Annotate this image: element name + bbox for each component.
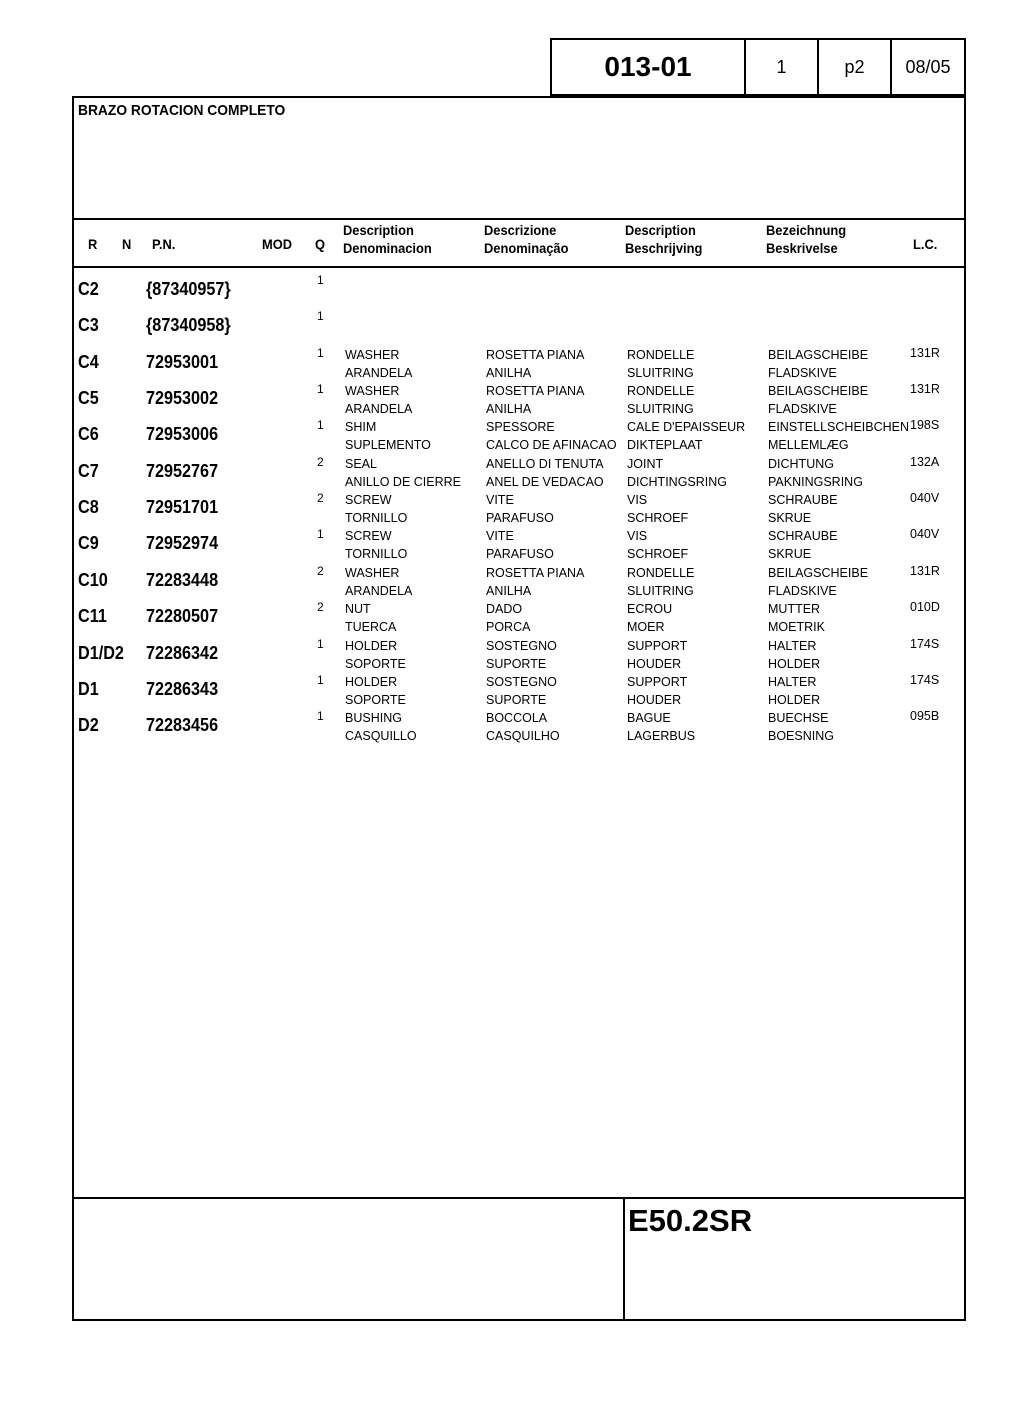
table-row bbox=[0, 600, 1024, 636]
desc-nl: HOUDER bbox=[627, 692, 682, 707]
part-ref: C11 bbox=[78, 606, 107, 627]
part-quantity: 1 bbox=[317, 709, 324, 724]
page-box bbox=[819, 38, 892, 96]
part-ref: C2 bbox=[78, 279, 99, 299]
part-number: 72280507 bbox=[146, 606, 219, 627]
table-row bbox=[0, 491, 1024, 527]
desc-en: SCREW bbox=[345, 529, 392, 544]
desc-da: MELLEMLÆG bbox=[768, 438, 849, 453]
part-ref: C3 bbox=[78, 315, 99, 336]
part-quantity: 1 bbox=[317, 636, 324, 651]
footer-top-rule bbox=[72, 1197, 966, 1199]
part-lc: 131R bbox=[910, 382, 940, 397]
desc-en: WASHER bbox=[345, 347, 400, 362]
desc-it: ROSETTA PIANA bbox=[486, 347, 585, 362]
desc-de: SCHRAUBE bbox=[768, 493, 838, 508]
col-desc-fr: Description bbox=[625, 222, 696, 238]
desc-nl: SLUITRING bbox=[627, 402, 694, 417]
desc-nl: SCHROEF bbox=[627, 547, 689, 562]
sheet-number: 1 bbox=[776, 56, 787, 77]
col-desc-es: Denominacion bbox=[343, 240, 432, 256]
column-header-bottom-rule bbox=[72, 266, 966, 268]
machine-model: E50.2SR bbox=[628, 1203, 753, 1238]
desc-es: ARANDELA bbox=[345, 583, 413, 598]
part-number: 72953002 bbox=[146, 388, 219, 409]
desc-fr: VIS bbox=[627, 529, 648, 544]
col-pn: P.N. bbox=[152, 236, 176, 252]
desc-da: SKRUE bbox=[768, 547, 812, 562]
desc-pt: PARAFUSO bbox=[486, 511, 554, 526]
part-lc: 174S bbox=[910, 672, 940, 687]
col-desc-en: Description bbox=[343, 222, 414, 238]
part-ref: D2 bbox=[78, 715, 99, 736]
part-lc: 132A bbox=[910, 454, 940, 469]
desc-de: BUECHSE bbox=[768, 711, 829, 726]
desc-es: SOPORTE bbox=[345, 656, 406, 671]
part-ref: C5 bbox=[78, 388, 99, 409]
table-row bbox=[0, 673, 1024, 709]
desc-fr: SUPPORT bbox=[627, 638, 688, 653]
part-lc: 040V bbox=[910, 491, 940, 506]
part-ref: C7 bbox=[78, 460, 99, 481]
desc-es: TORNILLO bbox=[345, 511, 408, 526]
desc-pt: PORCA bbox=[486, 620, 531, 635]
desc-es: ARANDELA bbox=[345, 402, 413, 417]
desc-en: BUSHING bbox=[345, 711, 402, 726]
col-desc-de: Bezeichnung bbox=[766, 222, 847, 238]
part-quantity: 1 bbox=[317, 527, 324, 542]
desc-da: MOETRIK bbox=[768, 620, 825, 635]
desc-en: WASHER bbox=[345, 565, 400, 580]
desc-da: HOLDER bbox=[768, 656, 821, 671]
part-quantity: 2 bbox=[317, 491, 324, 506]
page-code-box bbox=[550, 38, 746, 96]
page-number: p2 bbox=[844, 56, 865, 77]
desc-da: SKRUE bbox=[768, 511, 812, 526]
col-n: N bbox=[122, 236, 132, 252]
desc-de: BEILAGSCHEIBE bbox=[768, 384, 869, 399]
desc-it: SOSTEGNO bbox=[486, 674, 557, 689]
desc-it: VITE bbox=[486, 493, 514, 508]
part-number: {87340957} bbox=[146, 279, 231, 299]
part-ref: D1 bbox=[78, 678, 99, 699]
desc-pt: SUPORTE bbox=[486, 692, 547, 707]
desc-it: VITE bbox=[486, 529, 514, 544]
part-quantity: 1 bbox=[317, 273, 324, 287]
desc-fr: BAGUE bbox=[627, 711, 671, 726]
part-number: {87340958} bbox=[146, 315, 231, 336]
table-row bbox=[0, 527, 1024, 563]
desc-it: BOCCOLA bbox=[486, 711, 548, 726]
desc-pt: ANILHA bbox=[486, 365, 532, 380]
part-lc: 198S bbox=[910, 418, 940, 433]
col-desc-it: Descrizione bbox=[484, 222, 557, 238]
desc-es: SOPORTE bbox=[345, 692, 406, 707]
desc-nl: SCHROEF bbox=[627, 511, 689, 526]
col-desc-pt: Denominação bbox=[484, 240, 569, 256]
col-desc-nl: Beschrijving bbox=[625, 240, 703, 256]
revision-date: 08/05 bbox=[905, 56, 951, 77]
desc-nl: HOUDER bbox=[627, 656, 682, 671]
desc-it: SPESSORE bbox=[486, 420, 555, 435]
part-ref: C10 bbox=[78, 569, 108, 590]
desc-es: TORNILLO bbox=[345, 547, 408, 562]
part-ref: C4 bbox=[78, 351, 99, 372]
table-row bbox=[0, 455, 1024, 491]
table-row bbox=[0, 309, 1024, 345]
col-mod: MOD bbox=[262, 236, 293, 252]
desc-de: SCHRAUBE bbox=[768, 529, 838, 544]
part-lc: 174S bbox=[910, 636, 940, 651]
desc-fr: JOINT bbox=[627, 456, 664, 471]
part-lc: 131R bbox=[910, 563, 940, 578]
desc-nl: LAGERBUS bbox=[627, 729, 696, 744]
desc-fr: RONDELLE bbox=[627, 384, 695, 399]
table-row bbox=[0, 564, 1024, 600]
desc-de: MUTTER bbox=[768, 602, 821, 617]
part-quantity: 1 bbox=[317, 345, 324, 360]
desc-en: WASHER bbox=[345, 384, 400, 399]
title-top-rule bbox=[72, 96, 966, 98]
part-number: 72953006 bbox=[146, 424, 219, 445]
table-row bbox=[0, 346, 1024, 382]
desc-da: BOESNING bbox=[768, 729, 834, 744]
desc-pt: CALCO DE AFINACAO bbox=[486, 438, 617, 453]
part-number: 72953001 bbox=[146, 351, 219, 372]
desc-pt: SUPORTE bbox=[486, 656, 547, 671]
table-row bbox=[0, 382, 1024, 418]
desc-en: HOLDER bbox=[345, 674, 398, 689]
desc-de: BEILAGSCHEIBE bbox=[768, 347, 869, 362]
desc-it: SOSTEGNO bbox=[486, 638, 557, 653]
desc-de: HALTER bbox=[768, 674, 817, 689]
part-lc: 131R bbox=[910, 345, 940, 360]
part-lc: 040V bbox=[910, 527, 940, 542]
part-quantity: 2 bbox=[317, 600, 324, 615]
footer-divider bbox=[623, 1198, 625, 1320]
desc-es: ARANDELA bbox=[345, 365, 413, 380]
part-ref: C8 bbox=[78, 497, 99, 518]
part-ref: C9 bbox=[78, 533, 99, 554]
table-row bbox=[0, 273, 1024, 309]
part-number: 72286342 bbox=[146, 642, 219, 663]
table-row bbox=[0, 418, 1024, 454]
desc-fr: CALE D'EPAISSEUR bbox=[627, 420, 746, 435]
desc-nl: SLUITRING bbox=[627, 583, 694, 598]
col-lc: L.C. bbox=[913, 236, 938, 252]
desc-pt: CASQUILHO bbox=[486, 729, 560, 744]
table-row bbox=[0, 637, 1024, 673]
desc-de: HALTER bbox=[768, 638, 817, 653]
desc-nl: SLUITRING bbox=[627, 365, 694, 380]
desc-en: SHIM bbox=[345, 420, 377, 435]
part-lc: 095B bbox=[910, 709, 940, 724]
col-r: R bbox=[88, 236, 98, 252]
part-quantity: 2 bbox=[317, 563, 324, 578]
desc-it: ANELLO DI TENUTA bbox=[486, 456, 604, 471]
desc-es: SUPLEMENTO bbox=[345, 438, 431, 453]
desc-es: ANILLO DE CIERRE bbox=[345, 474, 462, 489]
desc-it: DADO bbox=[486, 602, 523, 617]
col-desc-da: Beskrivelse bbox=[766, 240, 838, 256]
desc-it: ROSETTA PIANA bbox=[486, 384, 585, 399]
column-header-top-rule bbox=[72, 218, 966, 220]
desc-es: TUERCA bbox=[345, 620, 397, 635]
part-number: 72283448 bbox=[146, 569, 219, 590]
desc-de: DICHTUNG bbox=[768, 456, 834, 471]
part-ref: D1/D2 bbox=[78, 642, 124, 663]
desc-fr: RONDELLE bbox=[627, 565, 695, 580]
desc-en: HOLDER bbox=[345, 638, 398, 653]
desc-nl: DICHTINGSRING bbox=[627, 474, 727, 489]
page-title: BRAZO ROTACION COMPLETO bbox=[78, 102, 286, 119]
desc-nl: DIKTEPLAAT bbox=[627, 438, 703, 453]
desc-en: NUT bbox=[345, 602, 371, 617]
page-code: 013-01 bbox=[604, 51, 692, 82]
desc-de: EINSTELLSCHEIBCHEN bbox=[768, 420, 910, 435]
table-row bbox=[0, 709, 1024, 745]
desc-nl: MOER bbox=[627, 620, 665, 635]
part-number: 72952767 bbox=[146, 460, 219, 481]
desc-pt: PARAFUSO bbox=[486, 547, 554, 562]
desc-da: FLADSKIVE bbox=[768, 583, 837, 598]
desc-pt: ANEL DE VEDACAO bbox=[486, 474, 604, 489]
part-number: 72283456 bbox=[146, 715, 219, 736]
part-quantity: 1 bbox=[317, 309, 324, 324]
desc-fr: SUPPORT bbox=[627, 674, 688, 689]
sheet-box bbox=[746, 38, 819, 96]
desc-da: PAKNINGSRING bbox=[768, 474, 863, 489]
desc-en: SCREW bbox=[345, 493, 392, 508]
desc-pt: ANILHA bbox=[486, 402, 532, 417]
part-quantity: 1 bbox=[317, 418, 324, 433]
desc-pt: ANILHA bbox=[486, 583, 532, 598]
desc-da: HOLDER bbox=[768, 692, 821, 707]
part-quantity: 2 bbox=[317, 454, 324, 469]
date-box bbox=[892, 38, 966, 96]
desc-da: FLADSKIVE bbox=[768, 365, 837, 380]
desc-da: FLADSKIVE bbox=[768, 402, 837, 417]
desc-fr: RONDELLE bbox=[627, 347, 695, 362]
part-number: 72286343 bbox=[146, 678, 219, 699]
desc-en: SEAL bbox=[345, 456, 377, 471]
desc-it: ROSETTA PIANA bbox=[486, 565, 585, 580]
part-number: 72952974 bbox=[146, 533, 219, 554]
part-ref: C6 bbox=[78, 424, 99, 445]
desc-de: BEILAGSCHEIBE bbox=[768, 565, 869, 580]
part-quantity: 1 bbox=[317, 382, 324, 397]
part-quantity: 1 bbox=[317, 672, 324, 687]
desc-es: CASQUILLO bbox=[345, 729, 417, 744]
desc-fr: ECROU bbox=[627, 602, 673, 617]
part-number: 72951701 bbox=[146, 497, 219, 518]
desc-fr: VIS bbox=[627, 493, 648, 508]
col-q: Q bbox=[315, 236, 326, 252]
part-lc: 010D bbox=[910, 600, 940, 615]
